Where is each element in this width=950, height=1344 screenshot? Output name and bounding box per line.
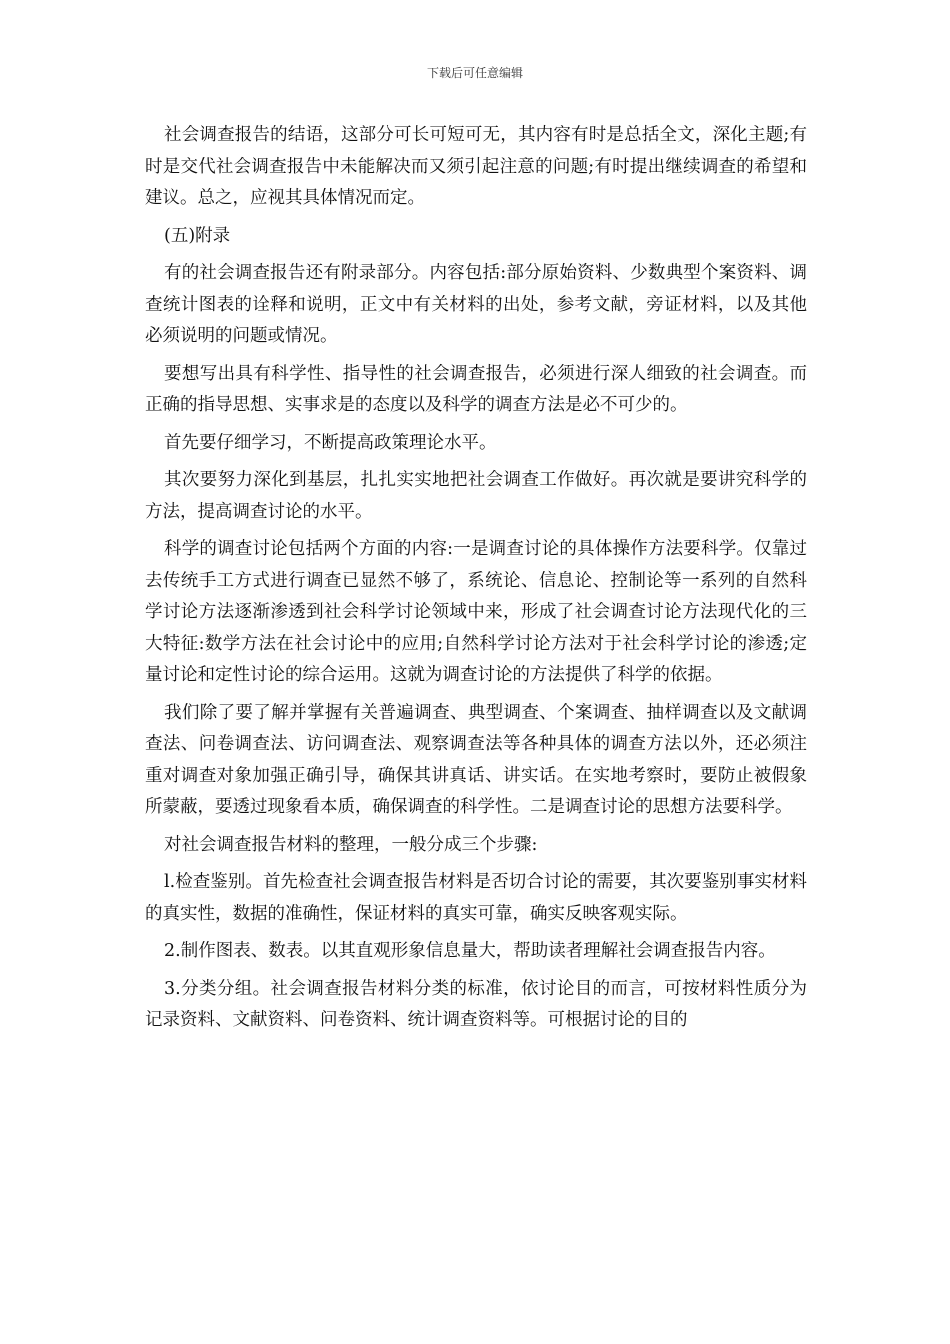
paragraph-second: 其次要努力深化到基层，扎扎实实地把社会调查工作做好。再次就是要讲究科学的方法，提高调查讨论的水平。 [145,470,807,522]
page-header: 下载后可任意编辑 [426,66,523,80]
paragraph-scientific-methods: 科学的调查讨论包括两个方面的内容:一是调查讨论的具体操作方法要科学。仅靠过去传统手工方式进行调查已显然不够了，系统论、信息论、控制论等一系列的自然科学讨论方法逐渐渗透到社会科学讨论领域中来，形成了社会调查讨论方法现代化的三大特征:数学方法在社会讨论中的应用;自然科学讨论方法对于社会科学讨论的渗透;定量讨论和定性讨论的综合运用。这就为调查讨论的方法提供了科学的依据。 [145,539,807,685]
paragraph-conclusion: 社会调查报告的结语，这部分可长可短可无，其内容有时是总括全文，深化主题;有时是交代社会调查报告中未能解决而又须引起注意的问题;有时提出继续调查的希望和建议。总之，应视其具体情况而定。 [145,125,807,208]
paragraph-appendix: 有的社会调查报告还有附录部分。内容包括:部分原始资料、少数典型个案资料、调查统计图表的诠释和说明，正文中有关材料的出处，参考文献，旁证材料，以及其他必须说明的问题或情况。 [145,263,807,346]
paragraph-material-steps: 对社会调查报告材料的整理，一般分成三个步骤: [164,834,538,855]
paragraph-first: 首先要仔细学习，不断提高政策理论水平。 [164,432,497,453]
list-item-step-3: 3.分类分组。社会调查报告材料分类的标准，依讨论目的而言，可按材料性质分为记录资料、文献资料、问卷资料、统计调查资料等。可根据讨论的目的 [145,978,807,1030]
list-item-step-1: l.检查鉴别。首先检查社会调查报告材料是否切合讨论的需要，其次要鉴别事实材料的真实性，数据的准确性，保证材料的真实可靠，确实反映客观实际。 [145,872,807,924]
document-body [145,120,807,1043]
paragraph-survey-types: 我们除了要了解并掌握有关普遍调查、典型调查、个案调查、抽样调查以及文献调查法、问卷调查法、访问调查法、观察调查法等各种具体的调查方法以外，还必须注重对调查对象加强正确引导，确保其讲真话、讲实话。在实地考察时，要防止被假象所蒙蔽，要透过现象看本质，确保调查的科学性。二是调查讨论的思想方法要科学。 [145,702,807,817]
section-heading-appendix: (五)附录 [164,225,231,246]
paragraph-requirements: 要想写出具有科学性、指导性的社会调查报告，必须进行深人细致的社会调查。而正确的指导思想、实事求是的态度以及科学的调查方法是必不可少的。 [145,363,807,415]
list-item-step-2: 2.制作图表、数表。以其直观形象信息量大，帮助读者理解社会调查报告内容。 [164,941,776,961]
